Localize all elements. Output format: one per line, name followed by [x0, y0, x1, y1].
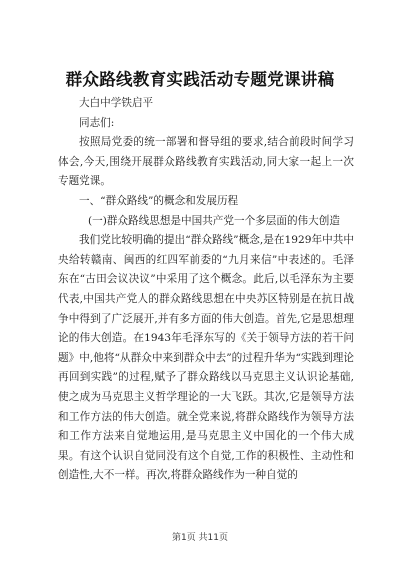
salutation: 同志们: — [79, 116, 115, 129]
author-line: 大白中学铁启平 — [79, 97, 154, 109]
paragraph-intro: 按照局党委的统一部署和督导组的要求,结合前段时间学习体会,今天,围绕开展群众路线教育实践活动,同大家一起上一次专题党课。 — [58, 136, 354, 188]
paragraph-body: 我们党比较明确的提出“群众路线”概念,是在1929年中共中央给转赣南、闽西的红四军前委的“九月来信”中表述的。毛泽东在“古田会议决议”中采用了这个概念。此后,以毛泽东为主要代表,中国共产党人的群众路线思想在中央苏区特别是在抗日战争中得到了广泛展开,并有多方面的伟大创造。首先,它是思想理论的伟大创造。在1943年毛泽东写的《关于领导方法的若干问题》中,他将“从群众中来到群众中去”的过程升华为“实践到理论再回到实践”的过程,赋予了群众路线以马克思主义认识论基础,使之成为马克思主义哲学理论的一大飞跃。其次,它是领导方法和工作方法的伟大创造。就全党来说,将群众路线作为领导方法和工作方法来自觉地运用,是马克思主义中国化的一个伟大成果。有这个认识自觉同没有这个自觉,工作的积极性、主动性和创造性,大不一样。再次,将群众路线作为一种自觉的 — [58, 234, 354, 482]
document-body — [58, 94, 354, 486]
section-heading: 一、“群众路线”的概念和发展历程 — [79, 194, 239, 207]
page-number: 第1页 共11页 — [171, 533, 229, 543]
subsection-heading: (一)群众路线思想是中国共产党一个多层面的伟大创造 — [88, 214, 340, 227]
document-title: 群众路线教育实践活动专题党课讲稿 — [65, 70, 335, 89]
